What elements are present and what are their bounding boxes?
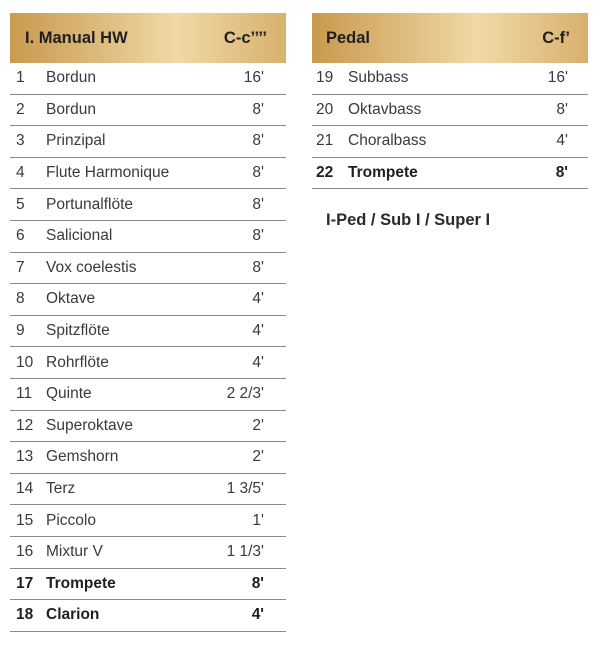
stop-size: 8' <box>252 132 264 150</box>
stop-name: Gemshorn <box>46 448 119 466</box>
stop-name: Piccolo <box>46 511 96 529</box>
stop-size: 1' <box>252 511 264 529</box>
stop-name: Bordun <box>46 69 96 87</box>
stop-row <box>312 158 588 190</box>
stop-row <box>10 411 286 443</box>
stop-size: 8' <box>252 227 264 245</box>
stop-number: 19 <box>316 69 334 87</box>
stop-number: 9 <box>16 322 25 340</box>
stop-size: 16' <box>547 69 568 87</box>
stop-row <box>10 316 286 348</box>
stop-row <box>10 442 286 474</box>
stop-row <box>10 505 286 537</box>
stop-number: 3 <box>16 132 25 150</box>
stop-number: 4 <box>16 164 25 182</box>
stop-size: 8' <box>252 258 264 276</box>
stop-number: 15 <box>16 511 34 529</box>
stop-name: Mixtur V <box>46 543 103 561</box>
stop-row <box>10 474 286 506</box>
stop-name: Spitzflöte <box>46 322 110 340</box>
stop-row <box>312 126 588 158</box>
stop-name: Superoktave <box>46 416 134 434</box>
stop-name: Subbass <box>348 69 409 87</box>
stop-name: Flute Harmonique <box>46 164 170 182</box>
couplers-text: I-Ped / Sub I / Super I <box>326 211 491 229</box>
stop-number: 6 <box>16 227 25 245</box>
stop-row <box>10 189 286 221</box>
stop-number: 5 <box>16 195 25 213</box>
manual-title: I. Manual HW <box>25 28 128 47</box>
stop-row <box>10 221 286 253</box>
stop-name: Bordun <box>46 100 96 118</box>
stop-number: 17 <box>16 574 34 592</box>
stop-name: Choralbass <box>348 132 427 150</box>
stop-number: 18 <box>16 606 34 624</box>
stop-size: 8' <box>252 100 264 118</box>
stop-size: 16' <box>243 69 264 87</box>
stop-name: Terz <box>46 480 76 498</box>
stop-number: 8 <box>16 290 25 308</box>
stop-row <box>10 569 286 601</box>
stop-number: 7 <box>16 258 25 276</box>
stop-size: 8' <box>251 574 264 592</box>
manual-header <box>10 13 286 63</box>
stop-size: 8' <box>555 164 568 182</box>
stop-size: 8' <box>556 100 568 118</box>
pedal-header <box>312 13 588 63</box>
stop-number: 13 <box>16 448 34 466</box>
manual-table <box>10 13 286 632</box>
stop-size: 4' <box>252 290 264 308</box>
stop-size: 1 1/3' <box>226 543 264 561</box>
pedal-table <box>312 13 588 189</box>
stop-number: 14 <box>16 480 34 498</box>
stop-size: 2' <box>252 448 264 466</box>
stop-size: 2 2/3' <box>226 385 264 403</box>
pedal-range: C-f’ <box>542 28 570 47</box>
stop-number: 10 <box>16 353 34 371</box>
stop-name: Salicional <box>46 227 113 245</box>
stop-name: Portunalflöte <box>46 195 134 213</box>
stop-row <box>10 537 286 569</box>
stop-size: 8' <box>252 195 264 213</box>
stop-row <box>10 600 286 632</box>
stop-row <box>10 95 286 127</box>
stop-name: Vox coelestis <box>46 258 137 276</box>
stop-size: 2' <box>252 416 264 434</box>
stop-row <box>10 379 286 411</box>
pedal-rows <box>312 63 588 189</box>
stop-number: 21 <box>316 132 334 150</box>
stop-size: 4' <box>251 606 264 624</box>
stop-size: 1 3/5' <box>226 480 264 498</box>
stop-row <box>10 126 286 158</box>
stop-name: Trompete <box>46 574 116 592</box>
manual-rows <box>10 63 286 632</box>
stop-row <box>10 63 286 95</box>
pedal-title: Pedal <box>326 28 371 47</box>
stop-row <box>10 158 286 190</box>
stop-name: Rohrflöte <box>46 353 109 371</box>
stop-name: Oktavbass <box>348 100 422 118</box>
stop-name: Trompete <box>348 164 418 182</box>
stop-name: Prinzipal <box>46 132 106 150</box>
stop-number: 20 <box>316 100 334 118</box>
stop-number: 1 <box>16 69 25 87</box>
stop-row <box>10 347 286 379</box>
stop-row <box>312 63 588 95</box>
stop-row <box>312 95 588 127</box>
stop-size: 4' <box>252 353 264 371</box>
stop-name: Quinte <box>46 385 92 403</box>
stop-number: 11 <box>16 385 33 403</box>
manual-range: C-c’’’’ <box>223 28 267 47</box>
stop-row <box>10 253 286 285</box>
stop-number: 16 <box>16 543 34 561</box>
stop-row <box>10 284 286 316</box>
stop-number: 12 <box>16 416 34 434</box>
stop-number: 2 <box>16 100 25 118</box>
stop-size: 4' <box>556 132 568 150</box>
stop-name: Clarion <box>46 606 100 624</box>
stop-size: 4' <box>252 322 264 340</box>
stop-size: 8' <box>252 164 264 182</box>
stop-number: 22 <box>316 164 334 182</box>
stop-name: Oktave <box>46 290 96 308</box>
